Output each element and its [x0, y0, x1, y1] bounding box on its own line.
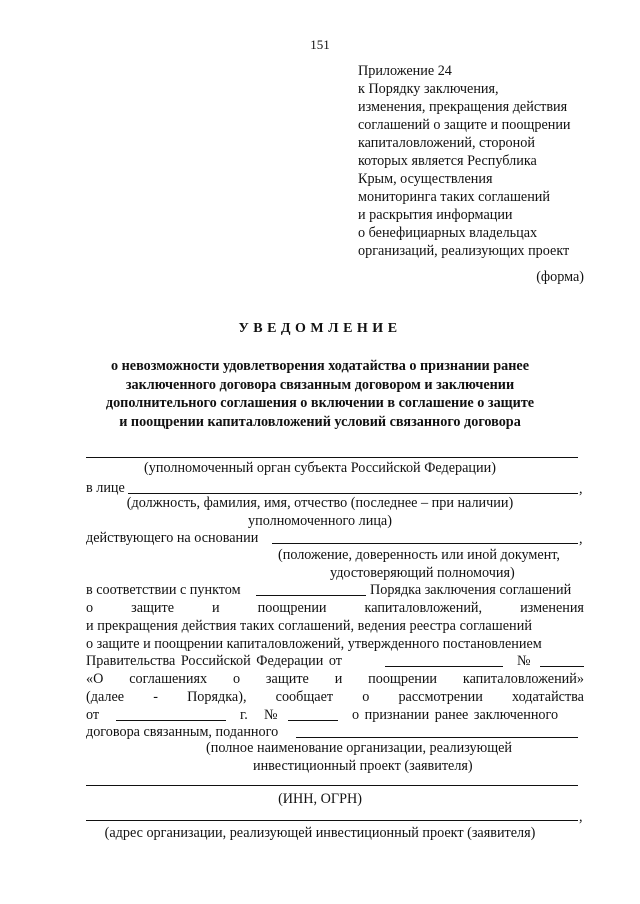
- para-line-9: договора связанным, поданного: [86, 724, 279, 740]
- annex-line: к Порядку заключения,: [358, 81, 499, 97]
- applicant-fill-line[interactable]: [296, 737, 578, 738]
- word: и: [334, 671, 343, 687]
- para-line-7: [86, 688, 584, 706]
- word: защите: [131, 600, 175, 616]
- annex-line: Приложение 24: [358, 63, 452, 79]
- para-line-5b: №: [517, 653, 531, 669]
- comma: ,: [579, 809, 583, 825]
- subtitle-line: заключенного договора связанным договором и заключении: [125, 376, 515, 393]
- decree-number-fill-line[interactable]: [540, 666, 584, 667]
- subtitle-line: о невозможности удовлетворения ходатайства о признании ранее: [110, 358, 530, 374]
- subtitle-line: и поощрении капиталовложений условий связанного договора: [119, 413, 521, 430]
- hint-basis-1: (положение, доверенность или иной документ,: [278, 547, 560, 563]
- word: «О: [86, 671, 104, 687]
- acting-basis-label: действующего на основании: [86, 530, 259, 546]
- para-line-4: о защите и поощрении капиталовложений, утвержденного постановлением: [86, 636, 542, 652]
- organ-fill-line[interactable]: [86, 457, 578, 458]
- word: поощрении: [257, 600, 327, 616]
- word: сообщает: [275, 689, 334, 705]
- annex-line: организаций, реализующих проект: [358, 243, 570, 259]
- in-person-label: в лице: [86, 480, 125, 496]
- para-line-5a: Правительства Российской Федерации от: [86, 653, 342, 669]
- hint-person-1: (должность, фамилия, имя, отчество (последнее – при наличии): [126, 495, 514, 511]
- page-number: 151: [310, 37, 330, 52]
- annex-line: Крым, осуществления: [358, 171, 493, 187]
- word: капиталовложений»: [462, 671, 584, 687]
- subtitle-line: дополнительного соглашения о включении в соглашение о защите: [105, 395, 535, 411]
- word: изменения: [520, 600, 584, 616]
- para-line-1a: в соответствии с пунктом: [86, 582, 241, 598]
- annex-line: соглашений о защите и поощрении: [358, 117, 571, 133]
- para-line-8c: №: [264, 707, 278, 723]
- para-line-6: [86, 670, 584, 688]
- word: (далее: [86, 689, 125, 705]
- basis-fill-line[interactable]: [272, 543, 578, 544]
- hint-org-1: (полное наименование организации, реализующей: [206, 740, 513, 756]
- decree-date-fill-line[interactable]: [385, 666, 503, 667]
- para-line-8b: г.: [240, 707, 248, 723]
- form-label: (форма): [536, 269, 584, 285]
- word: защите: [265, 671, 309, 687]
- word: Порядка),: [187, 689, 247, 705]
- para-line-2: [86, 599, 584, 617]
- comma: ,: [579, 531, 583, 547]
- annex-line: и раскрытия информации: [358, 207, 513, 223]
- para-line-3: и прекращения действия таких соглашений, ведения реестра соглашений: [86, 618, 532, 634]
- word: и: [212, 600, 220, 616]
- word: поощрении: [368, 671, 438, 687]
- annex-block: [358, 62, 598, 260]
- word: о: [86, 600, 94, 616]
- comma: ,: [579, 481, 583, 497]
- word: о: [232, 671, 241, 687]
- document-title: УВЕДОМЛЕНИЕ: [238, 321, 402, 336]
- hint-address: (адрес организации, реализующей инвестиционный проект (заявителя): [104, 825, 536, 841]
- clause-fill-line[interactable]: [256, 595, 366, 596]
- annex-line: которых является Республика: [358, 153, 537, 169]
- word: ходатайства: [512, 689, 584, 705]
- hint-organ: (уполномоченный орган субъекта Российской Федерации): [144, 460, 496, 476]
- annex-line: капиталовложений, стороной: [358, 135, 535, 151]
- word: о: [362, 689, 370, 705]
- hint-org-2: инвестиционный проект (заявителя): [253, 758, 473, 774]
- para-line-8a: от: [86, 707, 100, 723]
- para-line-1b: Порядка заключения соглашений: [370, 582, 572, 598]
- annex-line: о бенефициарных владельцах: [358, 225, 538, 241]
- annex-line: мониторинга таких соглашений: [358, 189, 550, 205]
- document-subtitle: [0, 357, 640, 431]
- hint-person-2: уполномоченного лица): [248, 513, 392, 529]
- hint-basis-2: удостоверяющий полномочия): [330, 565, 515, 581]
- inn-fill-line[interactable]: [86, 820, 578, 821]
- petition-number-fill-line[interactable]: [288, 720, 338, 721]
- word: соглашениях: [129, 671, 208, 687]
- hint-inn: (ИНН, ОГРН): [278, 791, 362, 807]
- word: капиталовложений,: [364, 600, 483, 616]
- applicant-fill-line-2[interactable]: [86, 785, 578, 786]
- word: -: [153, 689, 158, 705]
- para-line-8d: о признании ранее заключенного: [352, 707, 559, 723]
- annex-line: изменения, прекращения действия: [358, 99, 568, 115]
- word: рассмотрении: [398, 689, 483, 705]
- petition-date-fill-line[interactable]: [116, 720, 226, 721]
